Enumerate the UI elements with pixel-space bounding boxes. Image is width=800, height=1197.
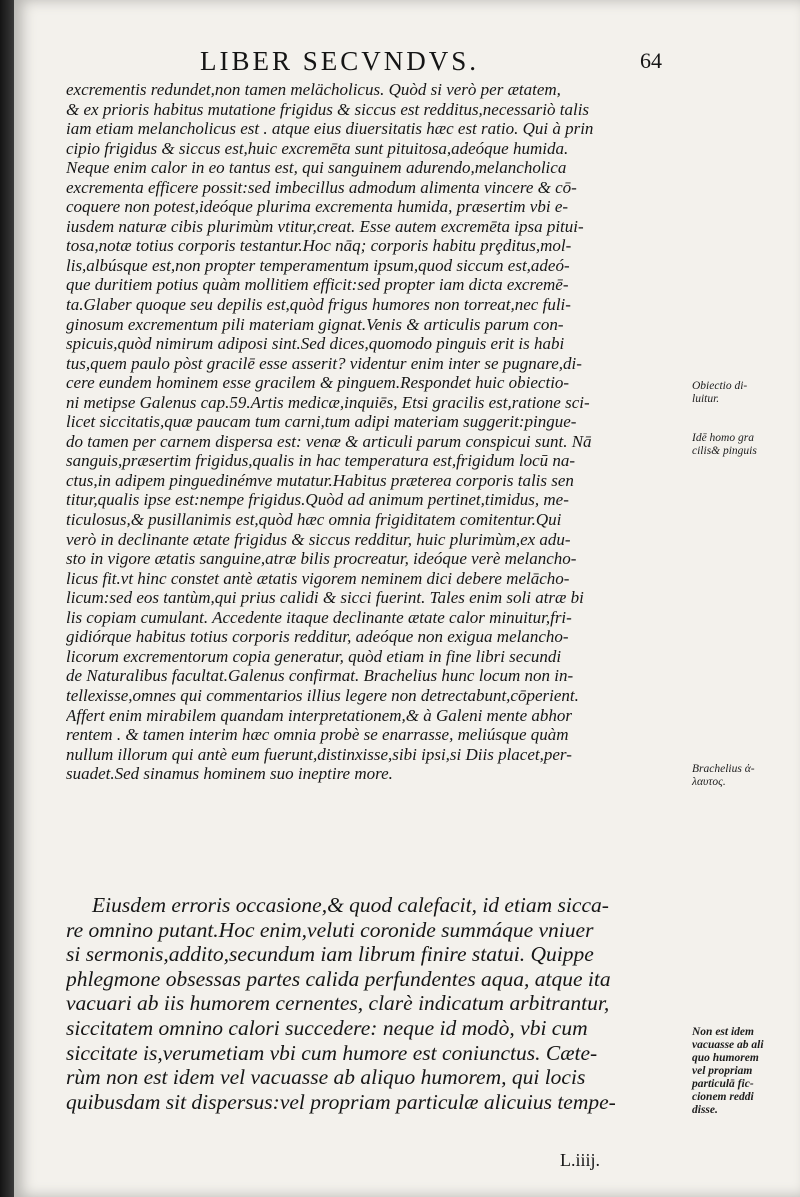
- text-line: gidiórque habitus totius corporis redditur, adeóque non exigua melancho-: [66, 627, 569, 647]
- text-line: ta.Glaber quoque seu depilis est,quòd frigus humores non torreat,nec fuli-: [66, 295, 571, 315]
- text-line: de Naturalibus facultat.Galenus confirmat. Brachelius hunc locum non in-: [66, 666, 574, 686]
- margin-note-line: Non est idem: [692, 1026, 754, 1038]
- margin-note-line: particulā fic-: [692, 1078, 754, 1090]
- text-line: licum:sed eos tantùm,qui prius calidi & sicci fuerint. Tales enim soli atræ bi: [66, 588, 584, 608]
- margin-note-line: Obiectio di-: [692, 380, 748, 392]
- text-line: vacuari ab iis humorem cernentes, clarè indicatum arbitrantur,: [66, 991, 610, 1016]
- text-line: suadet.Sed sinamus hominem suo ineptire more.: [66, 764, 393, 784]
- main-text-large: [66, 893, 686, 1114]
- text-line: spicuis,quòd nimirum adiposi sint.Sed dices,quomodo pinguis erit is habi: [66, 334, 565, 354]
- page-header: [200, 42, 760, 76]
- text-line: phlegmone obsessas partes calida perfundentes aqua, atque ita: [66, 966, 611, 991]
- margin-note-brachelius: [692, 763, 792, 789]
- text-line: re omnino putant.Hoc enim,veluti coronide summáque vniuer: [66, 917, 594, 942]
- text-line: licus fit.vt hinc constet antè ætatis vigorem neminem dici debere melācho-: [66, 568, 570, 588]
- text-line: cipio frigidus & siccus est,huic excremēta sunt pituitosa,adeóque humida.: [66, 138, 569, 158]
- text-line: lis copiam cumulant. Accedente itaque declinante ætate calor minuitur,fri-: [66, 607, 572, 627]
- text-line: cere eundem hominem esse gracilem & pinguem.Respondet huic obiectio-: [66, 373, 570, 393]
- text-line: siccitatem omnino calori succedere: neque id modò, vbi cum: [66, 1015, 588, 1040]
- text-line: nullum illorum qui antè eum fuerunt,distinxisse,sibi ipsi,si Diis placet,per-: [66, 744, 572, 764]
- text-line: excrementis redundet,non tamen melächolicus. Quòd si verò per ætatem,: [66, 80, 561, 99]
- text-line: Eiusdem erroris occasione,& quod calefacit, id etiam sicca-: [92, 893, 609, 917]
- margin-note-objection: [692, 380, 792, 406]
- text-line: quibusdam sit dispersus:vel propriam particulæ alicuius tempe-: [66, 1089, 616, 1114]
- binding-gutter: [0, 0, 14, 1197]
- page-number: 64: [640, 48, 662, 73]
- text-line: licet siccitatis,quæ paucam tum carni,tum adipi materiam suggerit:pingue-: [66, 412, 577, 432]
- margin-note-line: Idē homo gra: [692, 432, 754, 444]
- text-line: coquere non potest,ideóque plurima excrementa humida, præsertim vbi e-: [66, 197, 569, 217]
- text-line: sto in vigore ætatis sanguine,atræ bilis procreatur, ideóque verè melancho-: [66, 549, 577, 569]
- text-line: sanguis,præsertim frigidus,qualis in hac temperatura est,frigidum locū na-: [66, 451, 576, 471]
- margin-note-line: cilis& pinguis: [692, 445, 757, 457]
- text-line: ticulosus,& pusillanimis est,quòd hæc omnia frigiditatem comitentur.Qui: [66, 510, 562, 530]
- running-title: LIBER SECVNDVS.: [200, 46, 480, 76]
- text-line: titur,qualis ipse est:nempe frigidus.Quòd ad animum pertinet,timidus, me-: [66, 490, 569, 510]
- text-line: licorum excrementorum copia generatur, quòd etiam in fine libri secundi: [66, 646, 562, 666]
- text-line: rùm non est idem vel vacuasse ab aliquo humorem, qui locis: [66, 1065, 586, 1090]
- text-line: do tamen per carnem dispersa est: venæ & articuli parum conspicui sunt. Nā: [66, 431, 592, 451]
- text-line: Affert enim mirabilem quandam interpretationem,& à Galeni mente abhor: [66, 705, 572, 725]
- text-line: tellexisse,omnes qui commentarios illius legere non detrectabunt,cōperient.: [66, 685, 579, 705]
- margin-note-line: vel propriam: [692, 1065, 753, 1077]
- text-line: ginosum excrementum pili materiam gignat.Venis & articulis parum con-: [66, 314, 564, 334]
- margin-note-same-man: [692, 432, 792, 458]
- text-line: que duritiem potius quàm mollitiem efficit:sed propter iam dicta excremē-: [66, 275, 569, 295]
- text-line: excrementa efficere possit:sed imbecillus admodum alimenta vincere & cō-: [66, 177, 577, 197]
- text-line: ni metipse Galenus cap.59.Artis medicæ,inquiēs, Etsi gracilis est,ratione sci-: [66, 392, 590, 412]
- text-line: tus,quem paulo pòst gracilē esse asserit? videntur enim inter se pugnare,di-: [66, 353, 582, 373]
- text-line: ctus,in adipem pinguedinémve mutatur.Habitus præterea corporis talis sen: [66, 470, 574, 490]
- text-line: verò in declinante ætate frigidus & siccus redditur, huic plurimùm,ex adu-: [66, 529, 571, 549]
- text-line: & ex prioris habitus mutatione frigidus & siccus est redditus,necessariò talis: [66, 99, 590, 119]
- text-line: Neque enim calor in eo tantus est, qui sanguinem adurendo,melancholica: [66, 158, 567, 178]
- margin-note-line: vacuasse ab ali: [692, 1039, 764, 1051]
- margin-note-line: disse.: [692, 1104, 718, 1116]
- margin-note-line: quo humorem: [692, 1052, 759, 1064]
- margin-note-vacuasse: [692, 1026, 792, 1117]
- text-line: si sermonis,addito,secundum iam librum finire statui. Quippe: [66, 942, 594, 967]
- margin-note-line: cionem reddi: [692, 1091, 754, 1103]
- signature-mark: L.iiij.: [560, 1150, 600, 1170]
- main-text-small: [66, 80, 686, 784]
- text-line: iusdem naturæ cibis plurimùm vtitur,creat. Esse autem excremēta ipsa pitui-: [66, 216, 584, 236]
- margin-note-line: Brachelius ἀ-: [692, 763, 755, 775]
- margin-note-line: luitur.: [692, 393, 720, 405]
- text-line: rentem . & tamen interim hæc omnia probè se enarrasse, meliúsque quàm: [66, 725, 569, 745]
- margin-note-line: λαυτος.: [692, 776, 726, 788]
- text-line: siccitate is,verumetiam vbi cum humore est coniunctus. Cæte-: [66, 1040, 598, 1065]
- text-line: iam etiam melancholicus est . atque eius diuersitatis hæc est ratio. Qui à prin: [66, 119, 594, 139]
- text-line: lis,albúsque est,non propter temperamentum ipsum,quod siccum est,adeó-: [66, 255, 570, 275]
- text-line: tosa,notæ totius corporis testantur.Hoc nāq; corporis habitu prȩditus,mol-: [66, 236, 572, 256]
